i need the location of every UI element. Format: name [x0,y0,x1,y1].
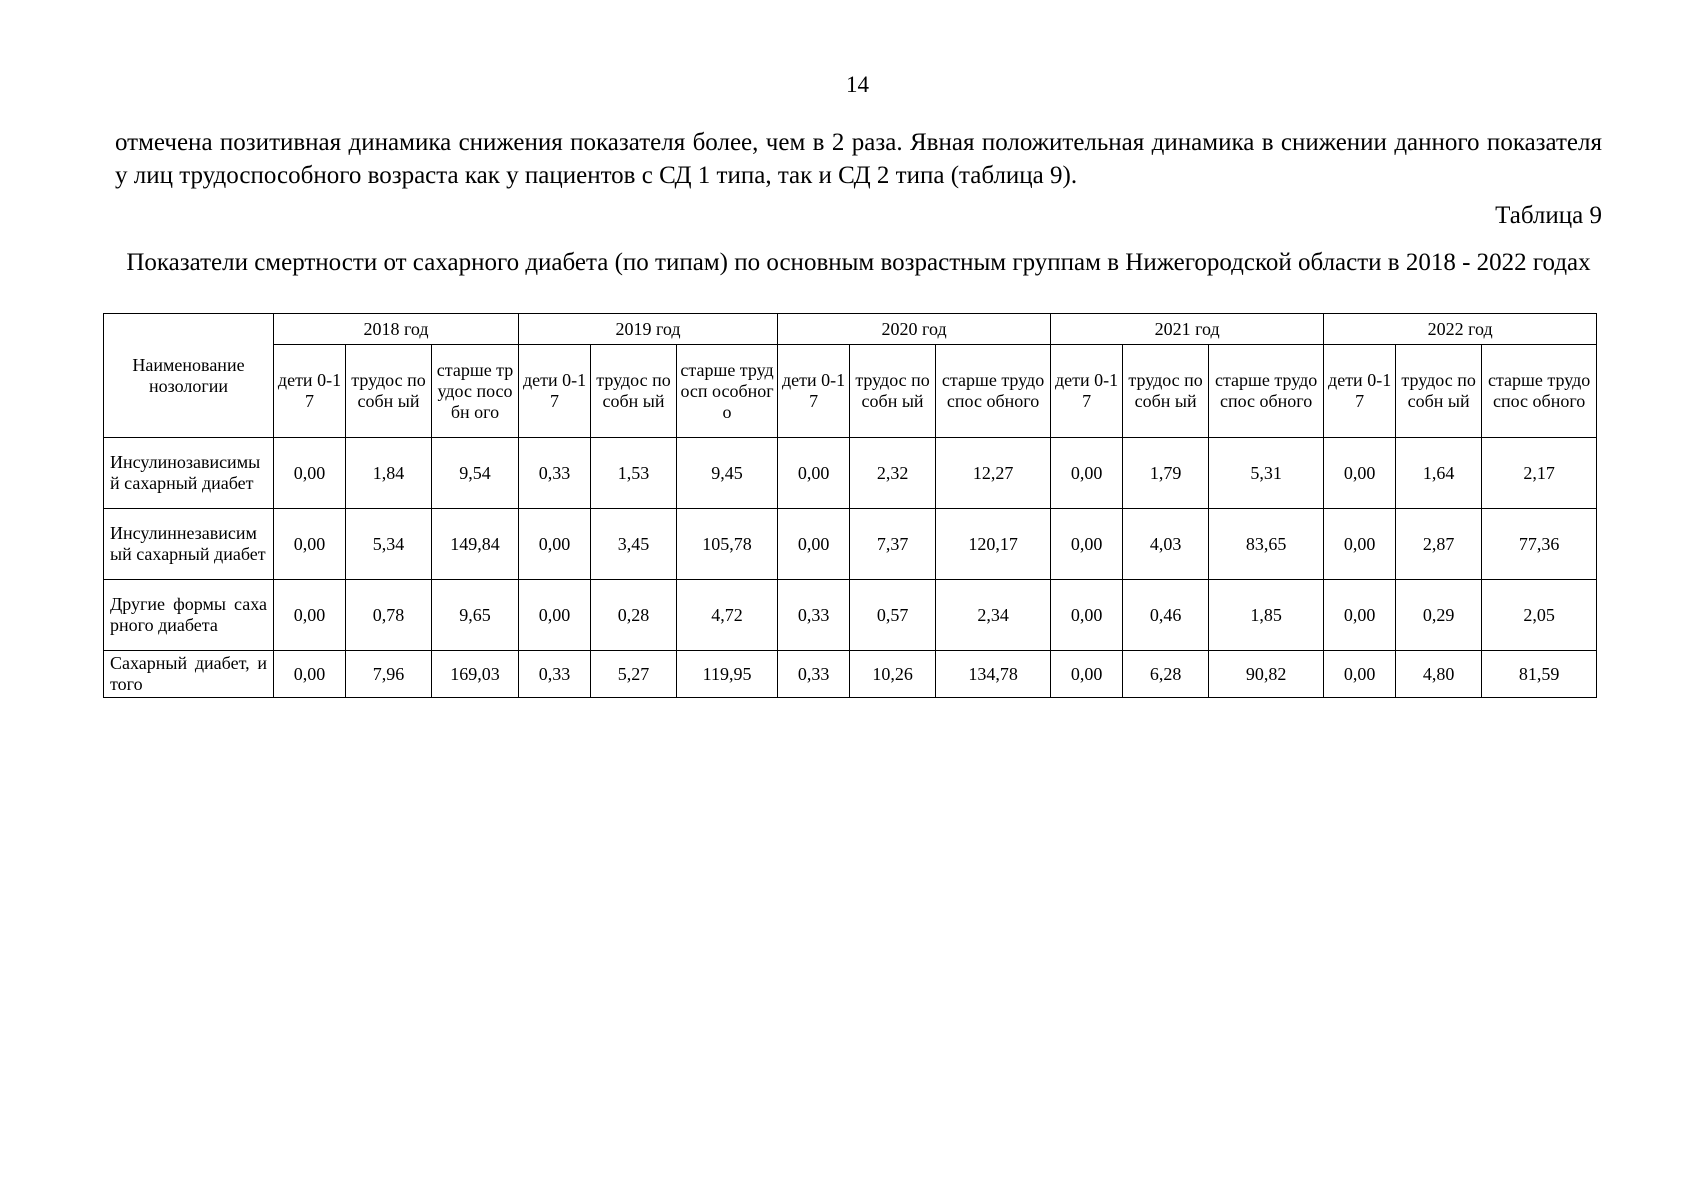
value-cell: 0,00 [1324,651,1396,698]
value-cell: 0,00 [519,580,591,651]
table-row-total [104,651,1597,698]
value-cell: 0,33 [519,651,591,698]
value-cell: 0,00 [274,438,346,509]
value-cell: 1,64 [1396,438,1482,509]
value-cell: 105,78 [677,509,778,580]
value-cell: 4,80 [1396,651,1482,698]
value-cell: 90,82 [1209,651,1324,698]
age-group-header: дети 0-17 [519,345,591,438]
value-cell: 0,00 [519,509,591,580]
value-cell: 0,00 [1324,438,1396,509]
age-group-header: трудос пособн ый [591,345,677,438]
value-cell: 9,45 [677,438,778,509]
value-cell: 0,00 [274,509,346,580]
value-cell: 77,36 [1482,509,1597,580]
value-cell: 120,17 [936,509,1051,580]
age-group-header: трудос пособн ый [850,345,936,438]
value-cell: 0,33 [778,651,850,698]
age-group-header: трудос пособн ый [1396,345,1482,438]
value-cell: 4,72 [677,580,778,651]
value-cell: 134,78 [936,651,1051,698]
value-cell: 0,29 [1396,580,1482,651]
value-cell: 1,53 [591,438,677,509]
table-label: Таблица 9 [1495,202,1602,229]
value-cell: 10,26 [850,651,936,698]
value-cell: 0,00 [778,438,850,509]
value-cell: 2,87 [1396,509,1482,580]
value-cell: 3,45 [591,509,677,580]
value-cell: 169,03 [432,651,519,698]
age-group-header: дети 0-17 [1324,345,1396,438]
value-cell: 81,59 [1482,651,1597,698]
mortality-table-container [103,313,1596,698]
age-group-header: трудос пособн ый [1123,345,1209,438]
year-header-2021: 2021 год [1051,314,1324,345]
value-cell: 2,34 [936,580,1051,651]
value-cell: 0,00 [1051,651,1123,698]
value-cell: 1,84 [346,438,432,509]
value-cell: 83,65 [1209,509,1324,580]
value-cell: 6,28 [1123,651,1209,698]
value-cell: 0,78 [346,580,432,651]
row-name: Инсулиннезависимый сахарный диабет [104,509,274,580]
age-group-header: старше трудоспос обного [936,345,1051,438]
value-cell: 0,00 [1324,509,1396,580]
value-cell: 0,00 [1051,580,1123,651]
age-group-header: трудос пособн ый [346,345,432,438]
table-row [104,438,1597,509]
value-cell: 119,95 [677,651,778,698]
value-cell: 7,37 [850,509,936,580]
value-cell: 1,79 [1123,438,1209,509]
table-row [104,580,1597,651]
value-cell: 2,05 [1482,580,1597,651]
age-group-header: дети 0-17 [1051,345,1123,438]
value-cell: 7,96 [346,651,432,698]
row-header: Наименование нозологии [104,314,274,438]
table-row [104,509,1597,580]
value-cell: 1,85 [1209,580,1324,651]
value-cell: 5,27 [591,651,677,698]
value-cell: 12,27 [936,438,1051,509]
age-group-header: старше трудоспос обного [1482,345,1597,438]
age-group-header: старше трудоспос обного [1209,345,1324,438]
year-header-2018: 2018 год [274,314,519,345]
value-cell: 0,00 [1324,580,1396,651]
value-cell: 2,32 [850,438,936,509]
mortality-table [103,313,1597,698]
age-group-header: старше трудос пособн ого [432,345,519,438]
value-cell: 0,00 [1051,509,1123,580]
page-number: 14 [846,72,869,97]
table-body [104,438,1597,698]
value-cell: 0,00 [778,509,850,580]
value-cell: 9,54 [432,438,519,509]
value-cell: 0,00 [274,580,346,651]
age-group-header-row [104,345,1597,438]
age-group-header: дети 0-17 [778,345,850,438]
value-cell: 0,28 [591,580,677,651]
row-name: Инсулинозависимый сахарный диабет [104,438,274,509]
value-cell: 0,46 [1123,580,1209,651]
age-group-header: дети 0-17 [274,345,346,438]
year-header-row [104,314,1597,345]
value-cell: 149,84 [432,509,519,580]
value-cell: 5,31 [1209,438,1324,509]
year-header-2019: 2019 год [519,314,778,345]
age-group-header: старше трудосп особног о [677,345,778,438]
value-cell: 0,33 [519,438,591,509]
row-name: Сахарный диабет, итого [104,651,274,698]
value-cell: 0,00 [274,651,346,698]
value-cell: 4,03 [1123,509,1209,580]
value-cell: 0,00 [1051,438,1123,509]
value-cell: 0,57 [850,580,936,651]
year-header-2020: 2020 год [778,314,1051,345]
row-name: Другие формы сахарного диабета [104,580,274,651]
table-title: Показатели смертности от сахарного диабета (по типам) по основным возрастным группам в Нижегородской области в 2018 - 2022 годах [126,249,1591,276]
value-cell: 0,33 [778,580,850,651]
value-cell: 9,65 [432,580,519,651]
body-paragraph: отмечена позитивная динамика снижения показателя более, чем в 2 раза. Явная положительная динамика в снижении данного показателя у лиц трудоспособного возраста как у пациентов с СД 1 типа, так и СД 2 типа (таблица 9). [115,129,1602,189]
value-cell: 2,17 [1482,438,1597,509]
value-cell: 5,34 [346,509,432,580]
year-header-2022: 2022 год [1324,314,1597,345]
